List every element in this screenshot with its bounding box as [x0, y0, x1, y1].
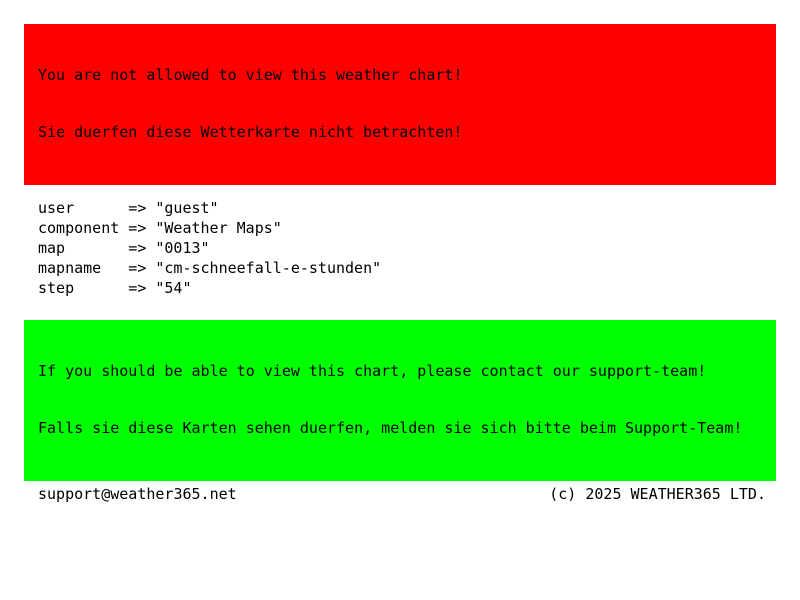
detail-value: "54": [155, 279, 192, 297]
detail-key: user: [38, 199, 75, 217]
detail-value: "cm-schneefall-e-stunden": [155, 259, 382, 277]
detail-value: "guest": [155, 199, 219, 217]
access-denied-message-de: Sie duerfen diese Wetterkarte nicht betrachten!: [38, 123, 463, 141]
footer: [38, 484, 766, 504]
detail-row-step: [38, 278, 800, 298]
detail-row-mapname: [38, 258, 800, 278]
arrow-glyph: =>: [128, 199, 147, 217]
detail-key: component: [38, 219, 120, 237]
arrow-glyph: =>: [128, 239, 147, 257]
support-email: support@weather365.net: [38, 485, 237, 503]
support-message-en: If you should be able to view this chart, please contact our support-team!: [38, 362, 707, 380]
detail-value: "0013": [155, 239, 210, 257]
detail-key: step: [38, 279, 75, 297]
arrow-glyph: =>: [128, 279, 147, 297]
detail-row-component: [38, 218, 800, 238]
support-contact-banner: [24, 320, 776, 481]
detail-value: "Weather Maps": [155, 219, 282, 237]
detail-key: mapname: [38, 259, 102, 277]
support-message-de: Falls sie diese Karten sehen duerfen, melden sie sich bitte beim Support-Team!: [38, 419, 743, 437]
access-denied-banner: [24, 24, 776, 185]
detail-row-map: [38, 238, 800, 258]
arrow-glyph: =>: [128, 219, 147, 237]
access-denied-message-en: You are not allowed to view this weather chart!: [38, 66, 463, 84]
arrow-glyph: =>: [128, 259, 147, 277]
request-details: [38, 198, 800, 298]
detail-row-user: [38, 198, 800, 218]
detail-key: map: [38, 239, 66, 257]
copyright-notice: (c) 2025 WEATHER365 LTD.: [549, 485, 766, 503]
